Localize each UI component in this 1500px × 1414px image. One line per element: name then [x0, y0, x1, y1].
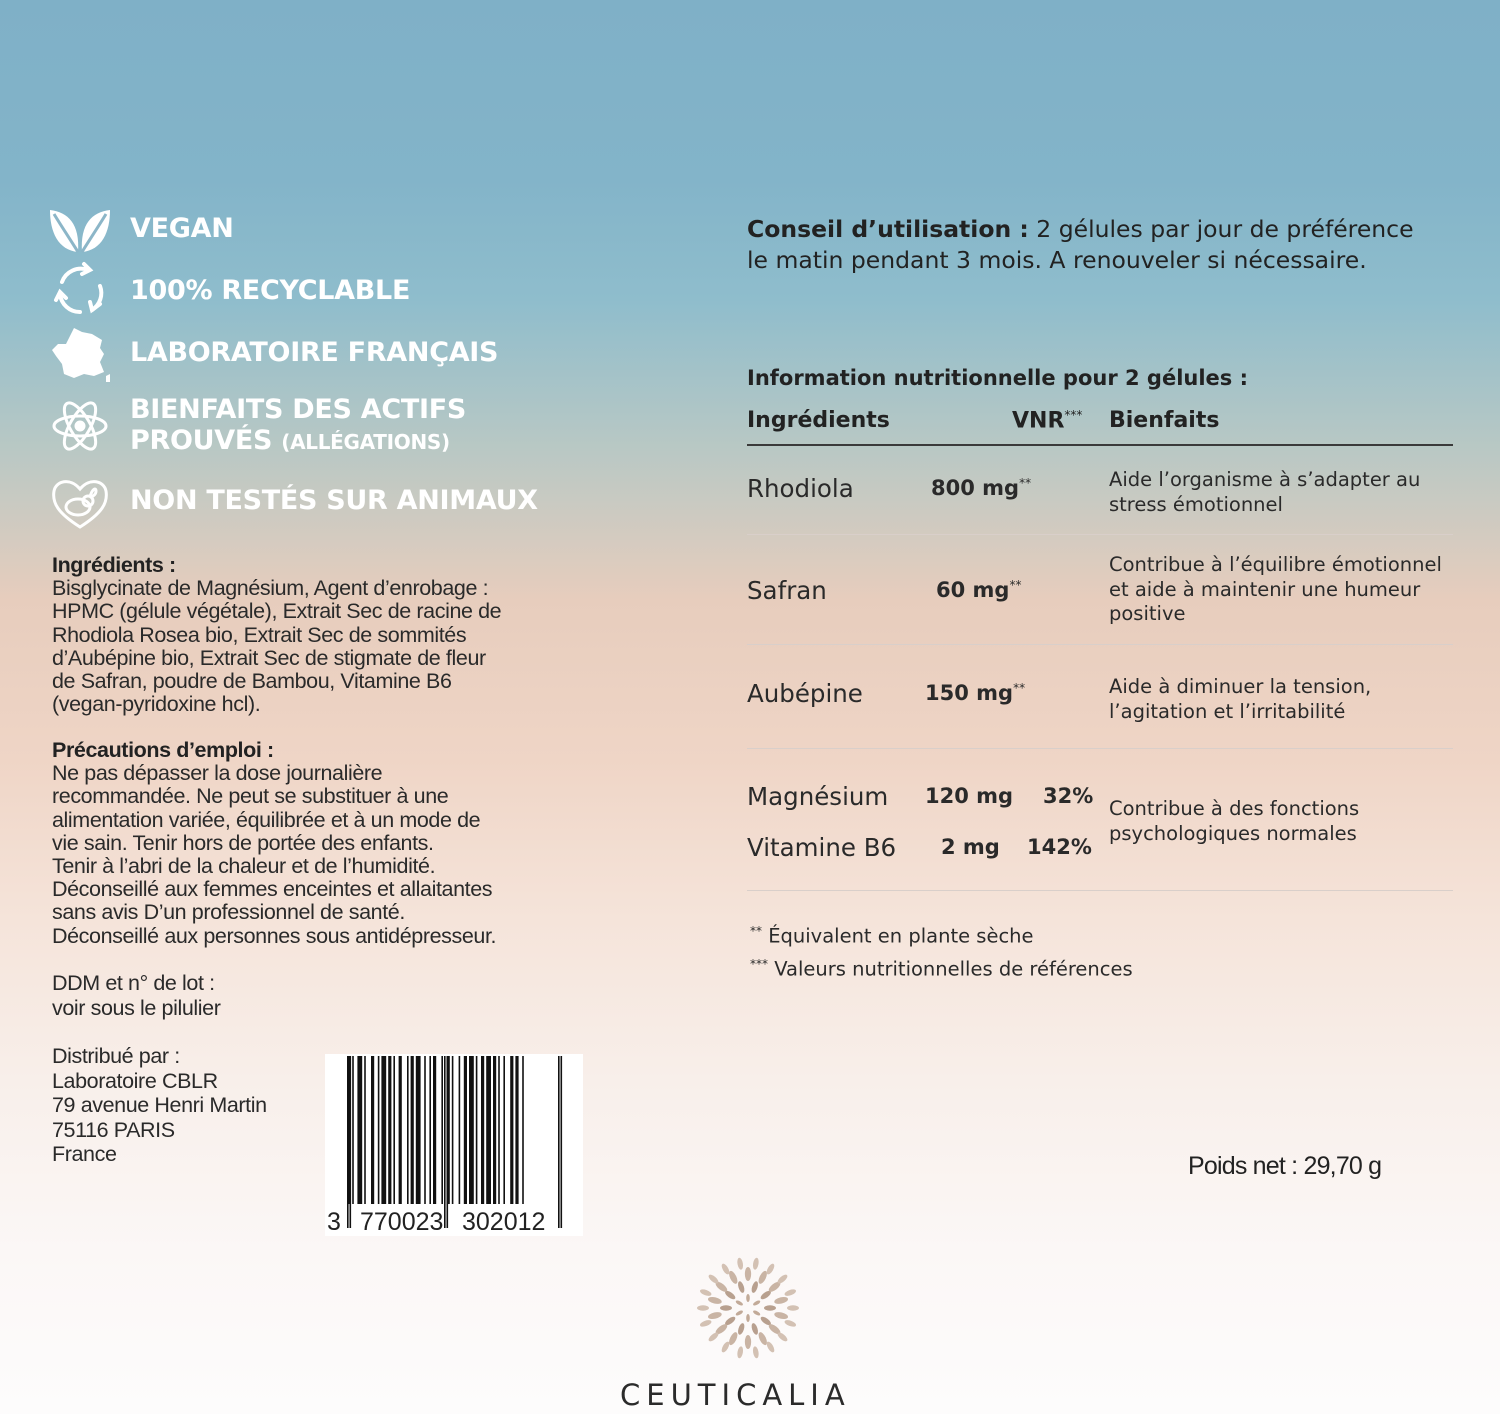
badge-recyclable [48, 258, 411, 322]
benefit-line: stress émotionnel [1109, 492, 1283, 516]
barcode-bar [503, 1056, 505, 1204]
mandala-petal [737, 1281, 746, 1294]
header-vnr-mark: *** [1064, 408, 1083, 422]
ddm-title: DDM et n° de lot : [52, 971, 215, 995]
badge-label [130, 394, 466, 458]
precautions-line: Déconseillé aux personnes sous antidépresseur. [52, 923, 497, 948]
barcode-bar [429, 1056, 431, 1204]
row-divider [747, 748, 1453, 749]
mandala-petal [735, 1299, 744, 1306]
barcode-guard-bar [350, 1056, 352, 1228]
barcode-guard-bar [558, 1056, 560, 1228]
mandala-petal [735, 1309, 744, 1316]
ingredients-line: d’Aubépine bio, Extrait Sec de stigmate de fleur [52, 645, 486, 670]
barcode-bar [522, 1056, 524, 1204]
precautions-line: Déconseillé aux femmes enceintes et allaitantes [52, 877, 493, 902]
footnote-text: Équivalent en plante sèche [762, 924, 1034, 948]
barcode-guard-bar [447, 1056, 449, 1228]
footnote-dry-plant [750, 924, 1034, 948]
barcode-bar [357, 1056, 362, 1204]
badge-label-small: (ALLÉGATIONS) [281, 430, 450, 454]
barcode-bar [352, 1056, 354, 1204]
ingredients-line: Rhodiola Rosea bio, Extrait Sec de sommités [52, 622, 467, 647]
barcode-bar [498, 1056, 500, 1204]
brand-name: CEUTICALIA [620, 1378, 851, 1412]
usage-advice-text2: le matin pendant 3 mois. A renouveler si nécessaire. [747, 246, 1367, 274]
distributor-title: Distribué par : [52, 1044, 180, 1068]
mandala-petal [736, 1257, 743, 1270]
dose-mark: ** [1019, 476, 1032, 490]
distributor-block [52, 1044, 267, 1167]
barcode-bar [515, 1056, 518, 1204]
mandala-petal [752, 1299, 761, 1306]
mandala-petal [746, 1314, 750, 1322]
mandala-petal [736, 1346, 743, 1359]
precautions-title: Précautions d’emploi : [52, 738, 274, 762]
mandala-petal [774, 1311, 789, 1320]
ddm-block [52, 971, 220, 1021]
row-dose-magnesium: 120 mg [925, 784, 1014, 808]
barcode-bar [364, 1056, 366, 1204]
usage-advice-label: Conseil d’utilisation : [747, 215, 1029, 243]
distributor-line: France [52, 1142, 117, 1166]
mandala-petal [750, 1322, 759, 1335]
dose-mark: ** [1009, 578, 1022, 592]
barcode-guard-bar [347, 1056, 349, 1228]
row-dose-aubepine [925, 681, 1025, 705]
barcode-bar [469, 1056, 474, 1204]
row-benefit-safran [1109, 553, 1442, 627]
footnote-text: Valeurs nutritionnelles de références [768, 957, 1133, 981]
mandala-petal [750, 1281, 759, 1294]
mandala-petal [720, 1305, 732, 1310]
dose-mark: ** [1013, 681, 1026, 695]
row-ingredient-aubepine: Aubépine [747, 679, 863, 708]
badge-label: NON TESTÉS SUR ANIMAUX [130, 485, 538, 516]
badge-label-line2: PROUVÉS [130, 425, 273, 456]
distributor-line: Laboratoire CBLR [52, 1068, 218, 1093]
row-benefit-shared [1109, 797, 1359, 846]
row-dose-vitamine-b6: 2 mg [941, 835, 1000, 859]
barcode-guard-bar [444, 1056, 446, 1228]
barcode-bar [411, 1056, 414, 1204]
header-vnr [1012, 408, 1082, 433]
mandala-petal [707, 1296, 722, 1305]
barcode-digit-1: 3 [327, 1208, 341, 1236]
barcode-bar [407, 1056, 409, 1204]
badge-label-line1: BIENFAITS DES ACTIFS [130, 394, 466, 425]
atom-icon [48, 394, 112, 458]
precautions-line: recommandée. Ne peut se substituer à une [52, 784, 449, 809]
dose-value: 800 mg [931, 476, 1020, 500]
precautions-block [52, 739, 496, 948]
benefit-line: l’agitation et l’irritabilité [1109, 699, 1346, 723]
recycle-icon [48, 258, 112, 322]
mandala-petal [752, 1309, 761, 1316]
mandala-petal [764, 1305, 776, 1310]
ingredients-line: de Safran, poudre de Bambou, Vitamine B6 [52, 669, 452, 694]
barcode-bar [510, 1056, 513, 1204]
badge-label: LABORATOIRE FRANÇAIS [130, 337, 499, 368]
mandala-petal [737, 1322, 746, 1335]
ingredients-block [52, 554, 501, 716]
benefit-line: Contribue à l’équilibre émotionnel [1109, 553, 1442, 576]
barcode-bar [416, 1056, 421, 1204]
header-ingredients: Ingrédients [747, 408, 890, 433]
row-ingredient-magnesium: Magnésium [747, 782, 889, 811]
barcode-bar [371, 1056, 374, 1204]
barcode-bar [486, 1056, 491, 1204]
rabbit-heart-icon [48, 472, 112, 536]
benefit-line: Aide à diminuer la tension, [1109, 675, 1372, 698]
precautions-line: alimentation variée, équilibrée et à un mode de [52, 807, 481, 832]
mandala-petal [745, 1267, 751, 1281]
mandala-petal [752, 1257, 759, 1270]
mandala-petal [745, 1335, 751, 1349]
mandala-petals [696, 1256, 800, 1360]
mandala-flower-icon [696, 1256, 800, 1360]
net-weight: Poids net : 29,70 g [1188, 1152, 1382, 1180]
mandala-petal [784, 1319, 797, 1328]
benefit-line: positive [1109, 602, 1186, 625]
mandala-petal [784, 1288, 797, 1297]
usage-advice [747, 214, 1414, 276]
precautions-line: Tenir à l’abri de la chaleur et de l’humidité. [52, 854, 436, 879]
mandala-petal [699, 1288, 712, 1297]
row-divider [747, 534, 1453, 535]
france-map-icon [48, 322, 112, 386]
dose-value: 60 mg [936, 578, 1010, 602]
precautions-line: vie sain. Tenir hors de portée des enfants. [52, 830, 434, 855]
barcode-bar [459, 1056, 461, 1204]
footnote-vnr [750, 957, 1133, 981]
dose-value: 150 mg [925, 681, 1014, 705]
barcode-bar [378, 1056, 380, 1204]
row-divider [747, 644, 1453, 645]
ingredients-line: Bisglycinate de Magnésium, Agent d’enrobage : [52, 576, 489, 601]
barcode-bar [388, 1056, 391, 1204]
row-ingredient-safran: Safran [747, 576, 827, 605]
header-vnr-label: VNR [1012, 408, 1065, 434]
footnote-mark: *** [750, 957, 768, 971]
barcode-bar [493, 1056, 496, 1204]
barcode-bar [381, 1056, 386, 1204]
ddm-value: voir sous le pilulier [52, 996, 221, 1020]
row-benefit-aubepine [1109, 675, 1371, 724]
mandala-petal [787, 1305, 799, 1310]
mandala-petal [774, 1296, 789, 1305]
barcode-bar [441, 1056, 443, 1204]
leaves-icon [48, 198, 112, 262]
benefit-line: Aide l’organisme à s’adapter au [1109, 468, 1421, 491]
barcode [325, 1054, 583, 1236]
row-vnr-vitamine-b6: 142% [1027, 835, 1092, 859]
row-benefit-rhodiola [1109, 468, 1420, 517]
row-vnr-magnesium: 32% [1043, 784, 1094, 808]
barcode-digits-2: 770023 [360, 1208, 444, 1236]
nutrition-title: Information nutritionnelle pour 2 gélules : [747, 366, 1248, 390]
barcode-bar [464, 1056, 467, 1204]
barcode-bar [452, 1056, 454, 1204]
badge-label: VEGAN [130, 213, 234, 244]
mandala-petal [752, 1346, 759, 1359]
mandala-petal [746, 1294, 750, 1302]
precautions-line: sans avis D’un professionnel de santé. [52, 900, 405, 925]
barcode-bar [393, 1056, 395, 1204]
badge-vegan [48, 198, 234, 262]
footnote-mark: ** [750, 924, 762, 938]
barcode-guard-bar [561, 1056, 563, 1228]
barcode-bar [424, 1056, 426, 1204]
mandala-petal [697, 1305, 709, 1310]
distributor-line: 79 avenue Henri Martin [52, 1093, 267, 1117]
ingredients-line: HPMC (gélule végétale), Extrait Sec de racine de [52, 599, 502, 624]
ingredients-line: (vegan-pyridoxine hcl). [52, 692, 261, 717]
mandala-petal [707, 1311, 722, 1320]
barcode-bar [481, 1056, 484, 1204]
barcode-bar [399, 1056, 402, 1204]
benefit-line: Contribue à des fonctions [1109, 797, 1360, 820]
badge-laboratoire [48, 322, 499, 386]
badge-bienfaits [48, 394, 466, 458]
header-bienfaits: Bienfaits [1109, 408, 1220, 433]
row-dose-rhodiola [931, 476, 1031, 500]
row-ingredient-rhodiola: Rhodiola [747, 474, 854, 503]
row-ingredient-vitamine-b6: Vitamine B6 [747, 833, 897, 862]
usage-advice-text1: 2 gélules par jour de préférence [1028, 215, 1414, 243]
barcode-digits-3: 302012 [462, 1208, 546, 1236]
row-divider [747, 890, 1453, 891]
barcode-bar [433, 1056, 436, 1204]
badge-label: 100% RECYCLABLE [130, 275, 411, 306]
distributor-line: 75116 PARIS [52, 1117, 175, 1142]
row-dose-safran [936, 578, 1021, 602]
header-rule [747, 444, 1453, 446]
barcode-bar [476, 1056, 478, 1204]
badge-animaux [48, 472, 538, 536]
ingredients-title: Ingrédients : [52, 553, 176, 577]
benefit-line: psychologiques normales [1109, 821, 1357, 845]
precautions-line: Ne pas dépasser la dose journalière [52, 761, 383, 786]
benefit-line: et aide à maintenir une humeur [1109, 577, 1421, 601]
mandala-petal [699, 1319, 712, 1328]
